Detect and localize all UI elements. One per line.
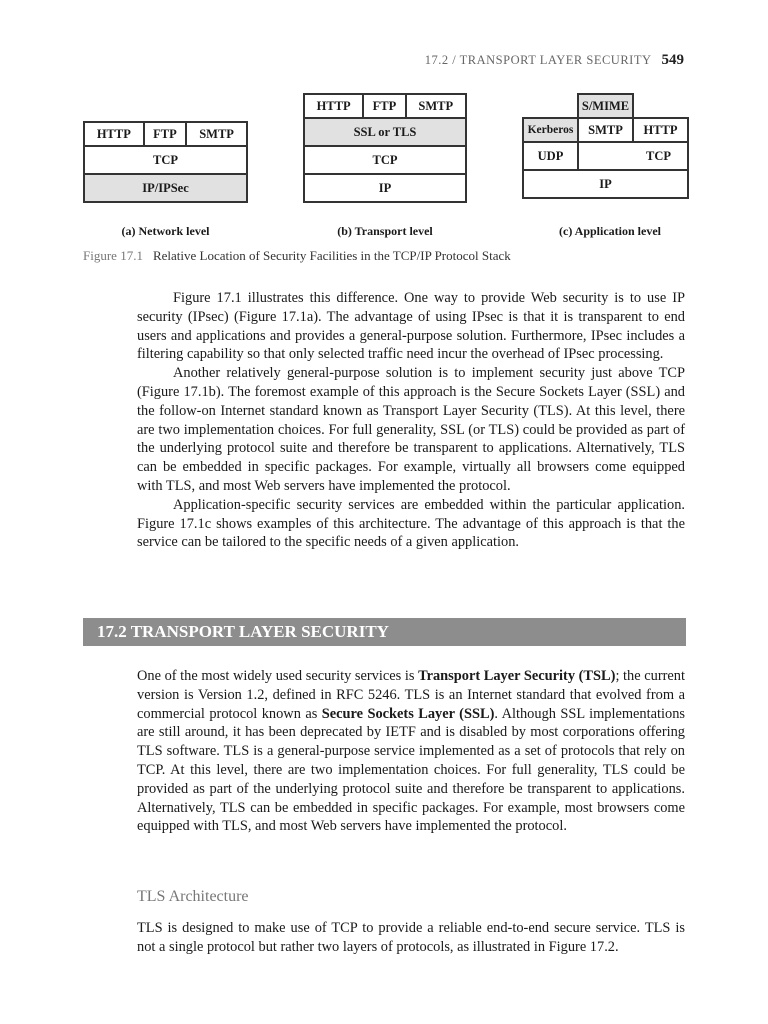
- paragraph: [137, 667, 685, 836]
- section-heading: 17.2 TRANSPORT LAYER SECURITY: [83, 618, 686, 646]
- cell-udp: UDP: [523, 142, 578, 170]
- subcaption-application: (c) Application level: [559, 224, 661, 238]
- running-title: 17.2 / TRANSPORT LAYER SECURITY: [424, 53, 652, 67]
- cell-ip: IP: [523, 170, 688, 198]
- section-body-2: [137, 919, 685, 957]
- term-tls: Transport Layer Security (TSL): [418, 668, 616, 684]
- text-run: . Although SSL implementations are still around, it has been deprecated by IETF and is disabled by most corporations offering TLS software. TLS is a general-purpose service implemented as a set of protocols that rely on TCP. At this level, there are two implementation choices. For full generality, TLS could be provided as part of the underlying protocol suite and therefore be transparent to applications. Alternatively, TLS can be embedded in specific packages. For example, most browsers come equipped with TLS, and most Web servers have implemented the protocol.: [137, 705, 685, 835]
- figure-caption: [83, 248, 511, 264]
- cell-tcp: TCP: [304, 146, 466, 174]
- cell-smtp: SMTP: [406, 94, 467, 118]
- paragraph: Application-specific security services are embedded within the particular application. Figure 17.1c shows examples of this architecture. The advantage of this approach is that the service can be tailored to the specific needs of a given application.: [137, 496, 685, 551]
- cell-kerberos: Kerberos: [523, 118, 578, 142]
- cell-http: HTTP: [304, 94, 363, 118]
- cell-http: HTTP: [633, 118, 688, 142]
- stack-application-level: [522, 93, 689, 199]
- body-text: [137, 289, 685, 552]
- cell-smime: S/MIME: [578, 94, 633, 118]
- figure-caption-text: Relative Location of Security Facilities in the TCP/IP Protocol Stack: [152, 248, 511, 263]
- empty-cell: [523, 94, 578, 118]
- stack-network-level: [83, 121, 248, 203]
- cell-smtp: SMTP: [578, 118, 633, 142]
- subcaption-network: (a) Network level: [121, 224, 210, 238]
- text-run: ; the current version is Version 1.2, defined in RFC 5246. TLS is an Internet standard that evolved from a commercial protocol known as: [137, 668, 685, 722]
- page-number: 549: [661, 52, 684, 68]
- cell-smtp: SMTP: [186, 122, 247, 146]
- cell-tcp: TCP: [578, 142, 688, 170]
- running-header: [425, 52, 684, 69]
- paragraph: TLS is designed to make use of TCP to provide a reliable end-to-end secure service. TLS is not a single protocol but rather two layers of protocols, as illustrated in Figure 17.2.: [137, 920, 685, 955]
- figure-number: Figure 17.1: [83, 248, 143, 263]
- term-ssl: Secure Sockets Layer (SSL): [321, 705, 495, 722]
- cell-tcp: TCP: [84, 146, 247, 174]
- section-body: [137, 667, 685, 836]
- cell-http: HTTP: [84, 122, 144, 146]
- cell-ip-ipsec: IP/IPSec: [84, 174, 247, 202]
- cell-ftp: FTP: [363, 94, 405, 118]
- empty-cell: [633, 94, 688, 118]
- cell-ftp: FTP: [144, 122, 186, 146]
- cell-ip: IP: [304, 174, 466, 202]
- text-run: One of the most widely used security services is: [137, 668, 419, 684]
- paragraph: Figure 17.1 illustrates this difference. One way to provide Web security is to use IP security (IPsec) (Figure 17.1a). The advantage of using IPsec is that it is transparent to end users and applications and provides a general-purpose solution. Furthermore, IPsec includes a filtering capability so that only selected traffic need incur the overhead of IPsec processing.: [137, 290, 685, 363]
- paragraph: Another relatively general-purpose solution is to implement security just above TCP (Figure 17.1b). The foremost example of this approach is the Secure Sockets Layer (SSL) and the follow-on Internet standard known as Transport Layer Security (TLS). At this level, there are two implementation choices. For full generality, SSL (or TLS) could be provided as part of the underlying protocol suite and therefore be transparent to applications. Alternatively, TLS can be embedded in specific packages. For example, virtually all browsers come equipped with TLS, and most Web servers have implemented the protocol.: [137, 365, 685, 494]
- subcaption-transport: (b) Transport level: [337, 224, 433, 238]
- stack-transport-level: [303, 93, 467, 203]
- cell-ssl-tls: SSL or TLS: [304, 118, 466, 146]
- subsection-heading: TLS Architecture: [137, 888, 249, 905]
